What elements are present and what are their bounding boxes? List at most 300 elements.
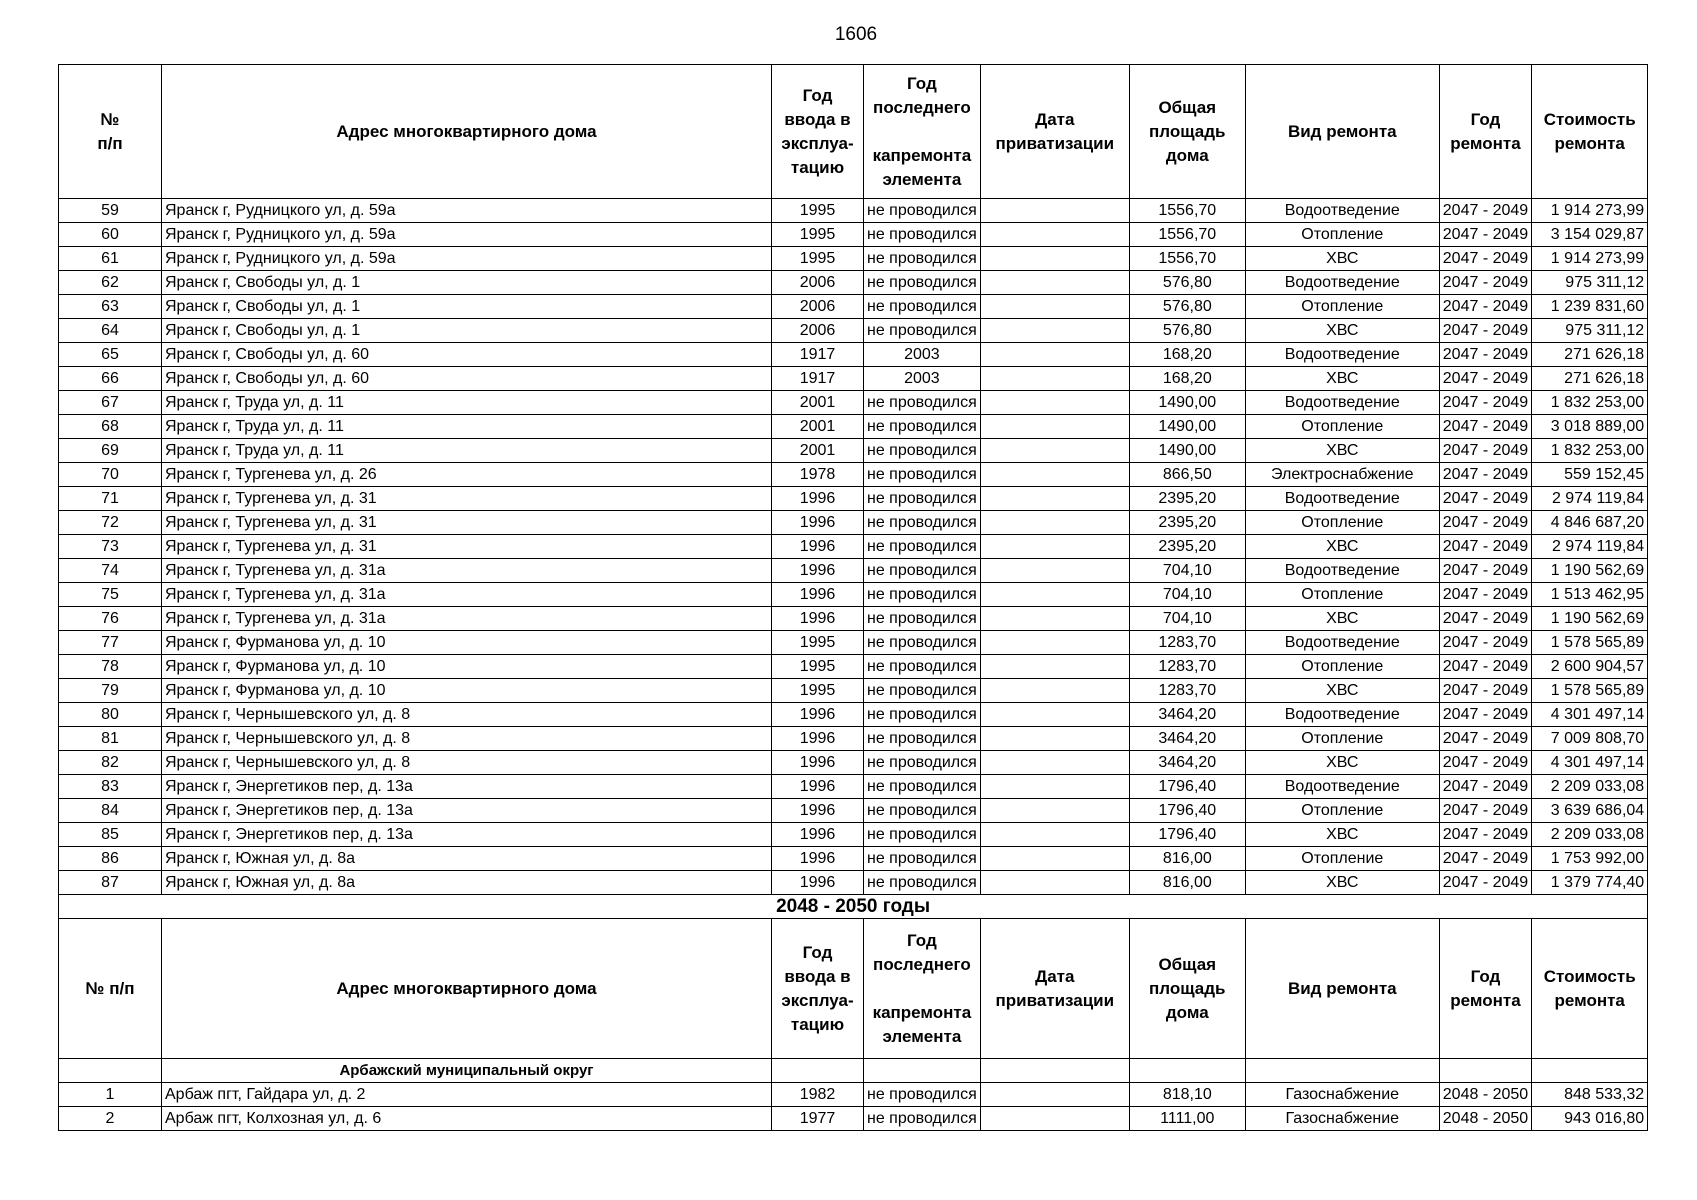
row-privatization <box>980 751 1129 775</box>
table-row <box>59 823 1648 847</box>
row-last-repair: не проводился <box>864 223 981 247</box>
row-cost: 975 311,12 <box>1532 319 1648 343</box>
table-row <box>59 583 1648 607</box>
row-area: 576,80 <box>1129 295 1245 319</box>
row-last-repair: не проводился <box>864 703 981 727</box>
row-number: 80 <box>59 703 162 727</box>
row-privatization <box>980 535 1129 559</box>
row-cost: 271 626,18 <box>1532 343 1648 367</box>
row-year-built: 1996 <box>772 775 864 799</box>
row-area: 704,10 <box>1129 583 1245 607</box>
row-repair-type: Отопление <box>1245 847 1439 871</box>
row-repair-type: ХВС <box>1245 439 1439 463</box>
row-privatization <box>980 319 1129 343</box>
row-cost: 1 832 253,00 <box>1532 391 1648 415</box>
header-privatization: Дата приватизации <box>980 65 1129 199</box>
row-cost: 559 152,45 <box>1532 463 1648 487</box>
row-repair-type: Электроснабжение <box>1245 463 1439 487</box>
row-repair-type: Водоотведение <box>1245 199 1439 223</box>
row-last-repair: не проводился <box>864 823 981 847</box>
row-cost: 3 154 029,87 <box>1532 223 1648 247</box>
row-year-built: 2006 <box>772 271 864 295</box>
table-row <box>59 367 1648 391</box>
header-address: Адрес многоквартирного дома <box>162 65 772 199</box>
table-row <box>59 607 1648 631</box>
row-privatization <box>980 1107 1129 1131</box>
row-repair-type: ХВС <box>1245 751 1439 775</box>
row-repair-year: 2047 - 2049 <box>1439 319 1531 343</box>
row-area: 2395,20 <box>1129 535 1245 559</box>
row-repair-year: 2047 - 2049 <box>1439 199 1531 223</box>
row-year-built: 1977 <box>772 1107 864 1131</box>
row-cost: 2 974 119,84 <box>1532 535 1648 559</box>
table-row <box>59 871 1648 895</box>
row-number: 66 <box>59 367 162 391</box>
row-cost: 1 190 562,69 <box>1532 559 1648 583</box>
table-header <box>59 65 1648 199</box>
row-privatization <box>980 223 1129 247</box>
page-number: 1606 <box>834 24 878 45</box>
row-repair-type: Отопление <box>1245 583 1439 607</box>
row-year-built: 1996 <box>772 535 864 559</box>
row-last-repair: не проводился <box>864 799 981 823</box>
row-number: 63 <box>59 295 162 319</box>
row-year-built: 1996 <box>772 559 864 583</box>
row-address: Яранск г, Тургенева ул, д. 31а <box>162 607 772 631</box>
row-cost: 1 578 565,89 <box>1532 631 1648 655</box>
row-repair-type: ХВС <box>1245 319 1439 343</box>
row-last-repair: не проводился <box>864 391 981 415</box>
row-area: 1796,40 <box>1129 775 1245 799</box>
row-repair-type: Водоотведение <box>1245 391 1439 415</box>
row-address: Яранск г, Свободы ул, д. 1 <box>162 271 772 295</box>
row-year-built: 1996 <box>772 607 864 631</box>
table-row <box>59 511 1648 535</box>
district-empty-cell <box>980 1059 1129 1083</box>
row-repair-year: 2047 - 2049 <box>1439 439 1531 463</box>
row-repair-year: 2047 - 2049 <box>1439 271 1531 295</box>
row-privatization <box>980 871 1129 895</box>
row-repair-year: 2047 - 2049 <box>1439 343 1531 367</box>
row-privatization <box>980 607 1129 631</box>
row-address: Яранск г, Труда ул, д. 11 <box>162 391 772 415</box>
row-repair-type: Отопление <box>1245 295 1439 319</box>
row-number: 68 <box>59 415 162 439</box>
row-number: 85 <box>59 823 162 847</box>
row-last-repair: не проводился <box>864 271 981 295</box>
row-number: 59 <box>59 199 162 223</box>
row-address: Яранск г, Тургенева ул, д. 31а <box>162 559 772 583</box>
row-last-repair: не проводился <box>864 199 981 223</box>
row-repair-year: 2047 - 2049 <box>1439 559 1531 583</box>
row-address: Яранск г, Свободы ул, д. 60 <box>162 367 772 391</box>
row-repair-type: ХВС <box>1245 823 1439 847</box>
row-area: 168,20 <box>1129 343 1245 367</box>
row-area: 576,80 <box>1129 271 1245 295</box>
row-area: 1556,70 <box>1129 223 1245 247</box>
row-repair-year: 2047 - 2049 <box>1439 871 1531 895</box>
row-repair-type: Водоотведение <box>1245 775 1439 799</box>
header2-num: № п/п <box>59 919 162 1059</box>
district-empty-cell <box>1532 1059 1648 1083</box>
district-empty-cell <box>1129 1059 1245 1083</box>
row-repair-year: 2047 - 2049 <box>1439 775 1531 799</box>
row-repair-year: 2047 - 2049 <box>1439 607 1531 631</box>
table-row <box>59 775 1648 799</box>
row-cost: 2 209 033,08 <box>1532 775 1648 799</box>
row-year-built: 1996 <box>772 511 864 535</box>
header2-cost: Стоимость ремонта <box>1532 919 1648 1059</box>
row-number: 76 <box>59 607 162 631</box>
district-empty-cell <box>1245 1059 1439 1083</box>
header-repair-type: Вид ремонта <box>1245 65 1439 199</box>
row-repair-year: 2047 - 2049 <box>1439 415 1531 439</box>
row-year-built: 2001 <box>772 391 864 415</box>
row-privatization <box>980 559 1129 583</box>
row-year-built: 1917 <box>772 343 864 367</box>
row-last-repair: не проводился <box>864 319 981 343</box>
row-cost: 4 846 687,20 <box>1532 511 1648 535</box>
row-area: 1283,70 <box>1129 631 1245 655</box>
row-number: 87 <box>59 871 162 895</box>
table-row <box>59 247 1648 271</box>
row-last-repair: не проводился <box>864 487 981 511</box>
row-year-built: 1995 <box>772 223 864 247</box>
row-cost: 848 533,32 <box>1532 1083 1648 1107</box>
row-repair-type: Водоотведение <box>1245 487 1439 511</box>
row-last-repair: не проводился <box>864 511 981 535</box>
row-privatization <box>980 847 1129 871</box>
table-row <box>59 199 1648 223</box>
row-repair-year: 2047 - 2049 <box>1439 679 1531 703</box>
row-number: 65 <box>59 343 162 367</box>
row-repair-year: 2047 - 2049 <box>1439 727 1531 751</box>
table-row <box>59 751 1648 775</box>
row-address: Яранск г, Южная ул, д. 8а <box>162 847 772 871</box>
row-year-built: 1995 <box>772 631 864 655</box>
row-last-repair: не проводился <box>864 583 981 607</box>
row-address: Яранск г, Тургенева ул, д. 31 <box>162 511 772 535</box>
row-number: 72 <box>59 511 162 535</box>
row-number: 84 <box>59 799 162 823</box>
row-number: 61 <box>59 247 162 271</box>
row-last-repair: не проводился <box>864 535 981 559</box>
row-address: Яранск г, Фурманова ул, д. 10 <box>162 655 772 679</box>
row-number: 74 <box>59 559 162 583</box>
header2-privatization: Дата приватизации <box>980 919 1129 1059</box>
row-address: Яранск г, Свободы ул, д. 1 <box>162 295 772 319</box>
row-area: 704,10 <box>1129 607 1245 631</box>
row-address: Яранск г, Энергетиков пер, д. 13а <box>162 775 772 799</box>
district-name: Арбажский муниципальный округ <box>162 1059 772 1083</box>
table-header-2 <box>59 919 1648 1059</box>
row-repair-type: ХВС <box>1245 871 1439 895</box>
section-title-row <box>59 895 1648 919</box>
table-row <box>59 343 1648 367</box>
row-cost: 1 914 273,99 <box>1532 199 1648 223</box>
row-address: Яранск г, Тургенева ул, д. 31 <box>162 487 772 511</box>
row-privatization <box>980 703 1129 727</box>
row-repair-year: 2047 - 2049 <box>1439 823 1531 847</box>
row-area: 816,00 <box>1129 847 1245 871</box>
row-last-repair: не проводился <box>864 1107 981 1131</box>
row-address: Яранск г, Труда ул, д. 11 <box>162 415 772 439</box>
row-last-repair: не проводился <box>864 559 981 583</box>
row-privatization <box>980 487 1129 511</box>
row-address: Яранск г, Чернышевского ул, д. 8 <box>162 727 772 751</box>
row-area: 1556,70 <box>1129 199 1245 223</box>
table-row <box>59 439 1648 463</box>
row-cost: 2 600 904,57 <box>1532 655 1648 679</box>
row-number: 83 <box>59 775 162 799</box>
row-area: 168,20 <box>1129 367 1245 391</box>
row-privatization <box>980 343 1129 367</box>
row-area: 1490,00 <box>1129 439 1245 463</box>
row-area: 1283,70 <box>1129 655 1245 679</box>
row-cost: 3 639 686,04 <box>1532 799 1648 823</box>
row-number: 60 <box>59 223 162 247</box>
district-empty-cell <box>59 1059 162 1083</box>
district-empty-cell <box>864 1059 981 1083</box>
row-number: 62 <box>59 271 162 295</box>
row-year-built: 1917 <box>772 367 864 391</box>
row-cost: 1 578 565,89 <box>1532 679 1648 703</box>
row-repair-year: 2047 - 2049 <box>1439 487 1531 511</box>
table-row <box>59 847 1648 871</box>
row-area: 1490,00 <box>1129 415 1245 439</box>
row-address: Яранск г, Свободы ул, д. 1 <box>162 319 772 343</box>
row-privatization <box>980 247 1129 271</box>
table-row <box>59 703 1648 727</box>
row-repair-year: 2047 - 2049 <box>1439 655 1531 679</box>
row-repair-year: 2047 - 2049 <box>1439 703 1531 727</box>
row-address: Яранск г, Энергетиков пер, д. 13а <box>162 823 772 847</box>
row-last-repair: не проводился <box>864 847 981 871</box>
row-area: 576,80 <box>1129 319 1245 343</box>
row-year-built: 1996 <box>772 799 864 823</box>
header2-area: Общая площадь дома <box>1129 919 1245 1059</box>
row-last-repair: не проводился <box>864 631 981 655</box>
row-cost: 1 239 831,60 <box>1532 295 1648 319</box>
row-repair-type: Газоснабжение <box>1245 1083 1439 1107</box>
row-address: Яранск г, Тургенева ул, д. 26 <box>162 463 772 487</box>
row-privatization <box>980 415 1129 439</box>
row-last-repair: не проводился <box>864 727 981 751</box>
row-last-repair: не проводился <box>864 439 981 463</box>
row-year-built: 1978 <box>772 463 864 487</box>
row-repair-type: Отопление <box>1245 511 1439 535</box>
district-empty-cell <box>1439 1059 1531 1083</box>
table-row <box>59 391 1648 415</box>
row-repair-year: 2047 - 2049 <box>1439 799 1531 823</box>
row-year-built: 1996 <box>772 487 864 511</box>
row-repair-type: ХВС <box>1245 679 1439 703</box>
row-number: 81 <box>59 727 162 751</box>
row-repair-type: Отопление <box>1245 415 1439 439</box>
row-privatization <box>980 1083 1129 1107</box>
table-row <box>59 559 1648 583</box>
row-address: Яранск г, Чернышевского ул, д. 8 <box>162 751 772 775</box>
header2-last-repair: Год последнего капремонта элемента <box>864 919 981 1059</box>
row-number: 78 <box>59 655 162 679</box>
row-area: 704,10 <box>1129 559 1245 583</box>
row-repair-type: ХВС <box>1245 607 1439 631</box>
row-repair-type: Отопление <box>1245 655 1439 679</box>
header2-year-built: Год ввода в эксплуа- тацию <box>772 919 864 1059</box>
table-row <box>59 295 1648 319</box>
repair-schedule-table <box>58 64 1648 1131</box>
row-number: 86 <box>59 847 162 871</box>
row-repair-year: 2047 - 2049 <box>1439 583 1531 607</box>
row-area: 816,00 <box>1129 871 1245 895</box>
row-repair-type: Водоотведение <box>1245 559 1439 583</box>
row-last-repair: не проводился <box>864 751 981 775</box>
row-last-repair: не проводился <box>864 1083 981 1107</box>
row-year-built: 2006 <box>772 295 864 319</box>
row-last-repair: не проводился <box>864 607 981 631</box>
header-last-repair: Год последнего капремонта элемента <box>864 65 981 199</box>
row-repair-year: 2047 - 2049 <box>1439 463 1531 487</box>
row-address: Яранск г, Тургенева ул, д. 31 <box>162 535 772 559</box>
row-year-built: 1995 <box>772 679 864 703</box>
row-area: 1111,00 <box>1129 1107 1245 1131</box>
district-row <box>59 1059 1648 1083</box>
row-year-built: 1996 <box>772 823 864 847</box>
row-number: 2 <box>59 1107 162 1131</box>
row-privatization <box>980 823 1129 847</box>
row-address: Арбаж пгт, Гайдара ул, д. 2 <box>162 1083 772 1107</box>
row-number: 82 <box>59 751 162 775</box>
table-row <box>59 799 1648 823</box>
row-repair-type: Водоотведение <box>1245 343 1439 367</box>
row-number: 64 <box>59 319 162 343</box>
row-repair-year: 2048 - 2050 <box>1439 1107 1531 1131</box>
row-address: Яранск г, Рудницкого ул, д. 59а <box>162 223 772 247</box>
row-last-repair: не проводился <box>864 655 981 679</box>
row-repair-year: 2047 - 2049 <box>1439 631 1531 655</box>
table-row <box>59 223 1648 247</box>
row-privatization <box>980 271 1129 295</box>
row-last-repair: не проводился <box>864 415 981 439</box>
row-cost: 1 832 253,00 <box>1532 439 1648 463</box>
table-row <box>59 271 1648 295</box>
section-title: 2048 - 2050 годы <box>59 895 1648 919</box>
row-area: 1796,40 <box>1129 799 1245 823</box>
row-cost: 3 018 889,00 <box>1532 415 1648 439</box>
row-last-repair: не проводился <box>864 247 981 271</box>
table-row <box>59 319 1648 343</box>
row-area: 1556,70 <box>1129 247 1245 271</box>
row-area: 2395,20 <box>1129 487 1245 511</box>
row-area: 2395,20 <box>1129 511 1245 535</box>
row-area: 3464,20 <box>1129 727 1245 751</box>
row-repair-year: 2047 - 2049 <box>1439 511 1531 535</box>
row-address: Яранск г, Рудницкого ул, д. 59а <box>162 247 772 271</box>
row-address: Яранск г, Энергетиков пер, д. 13а <box>162 799 772 823</box>
row-address: Яранск г, Южная ул, д. 8а <box>162 871 772 895</box>
row-repair-year: 2047 - 2049 <box>1439 367 1531 391</box>
row-repair-type: Газоснабжение <box>1245 1107 1439 1131</box>
row-privatization <box>980 775 1129 799</box>
row-repair-type: ХВС <box>1245 535 1439 559</box>
row-number: 70 <box>59 463 162 487</box>
row-cost: 1 513 462,95 <box>1532 583 1648 607</box>
row-address: Яранск г, Свободы ул, д. 60 <box>162 343 772 367</box>
row-last-repair: не проводился <box>864 679 981 703</box>
row-number: 69 <box>59 439 162 463</box>
row-year-built: 1996 <box>772 727 864 751</box>
row-repair-year: 2047 - 2049 <box>1439 295 1531 319</box>
header-cost: Стоимость ремонта <box>1532 65 1648 199</box>
row-year-built: 1996 <box>772 583 864 607</box>
row-year-built: 1995 <box>772 247 864 271</box>
row-last-repair: не проводился <box>864 775 981 799</box>
row-privatization <box>980 679 1129 703</box>
row-privatization <box>980 583 1129 607</box>
row-cost: 4 301 497,14 <box>1532 751 1648 775</box>
row-cost: 4 301 497,14 <box>1532 703 1648 727</box>
row-privatization <box>980 655 1129 679</box>
row-year-built: 1982 <box>772 1083 864 1107</box>
row-repair-year: 2047 - 2049 <box>1439 847 1531 871</box>
row-repair-year: 2047 - 2049 <box>1439 535 1531 559</box>
row-repair-type: Отопление <box>1245 727 1439 751</box>
row-privatization <box>980 799 1129 823</box>
row-year-built: 1996 <box>772 751 864 775</box>
table-row <box>59 535 1648 559</box>
row-repair-year: 2047 - 2049 <box>1439 751 1531 775</box>
row-number: 1 <box>59 1083 162 1107</box>
row-number: 73 <box>59 535 162 559</box>
header-num: № п/п <box>59 65 162 199</box>
row-number: 79 <box>59 679 162 703</box>
row-cost: 7 009 808,70 <box>1532 727 1648 751</box>
row-repair-type: Водоотведение <box>1245 271 1439 295</box>
row-repair-year: 2047 - 2049 <box>1439 391 1531 415</box>
row-privatization <box>980 391 1129 415</box>
row-cost: 271 626,18 <box>1532 367 1648 391</box>
row-year-built: 2001 <box>772 415 864 439</box>
row-privatization <box>980 295 1129 319</box>
row-privatization <box>980 439 1129 463</box>
table-row <box>59 1107 1648 1131</box>
row-year-built: 2006 <box>772 319 864 343</box>
row-number: 71 <box>59 487 162 511</box>
row-number: 77 <box>59 631 162 655</box>
row-area: 866,50 <box>1129 463 1245 487</box>
row-year-built: 1996 <box>772 703 864 727</box>
row-repair-year: 2047 - 2049 <box>1439 223 1531 247</box>
row-area: 1796,40 <box>1129 823 1245 847</box>
header-repair-year: Год ремонта <box>1439 65 1531 199</box>
header-area: Общая площадь дома <box>1129 65 1245 199</box>
row-repair-type: ХВС <box>1245 247 1439 271</box>
row-address: Яранск г, Чернышевского ул, д. 8 <box>162 703 772 727</box>
row-area: 818,10 <box>1129 1083 1245 1107</box>
table-row <box>59 727 1648 751</box>
header2-repair-type: Вид ремонта <box>1245 919 1439 1059</box>
row-privatization <box>980 199 1129 223</box>
row-number: 67 <box>59 391 162 415</box>
table-row <box>59 487 1648 511</box>
row-number: 75 <box>59 583 162 607</box>
row-repair-year: 2048 - 2050 <box>1439 1083 1531 1107</box>
row-address: Яранск г, Рудницкого ул, д. 59а <box>162 199 772 223</box>
row-cost: 2 209 033,08 <box>1532 823 1648 847</box>
row-repair-type: Отопление <box>1245 223 1439 247</box>
row-address: Яранск г, Труда ул, д. 11 <box>162 439 772 463</box>
header2-repair-year: Год ремонта <box>1439 919 1531 1059</box>
